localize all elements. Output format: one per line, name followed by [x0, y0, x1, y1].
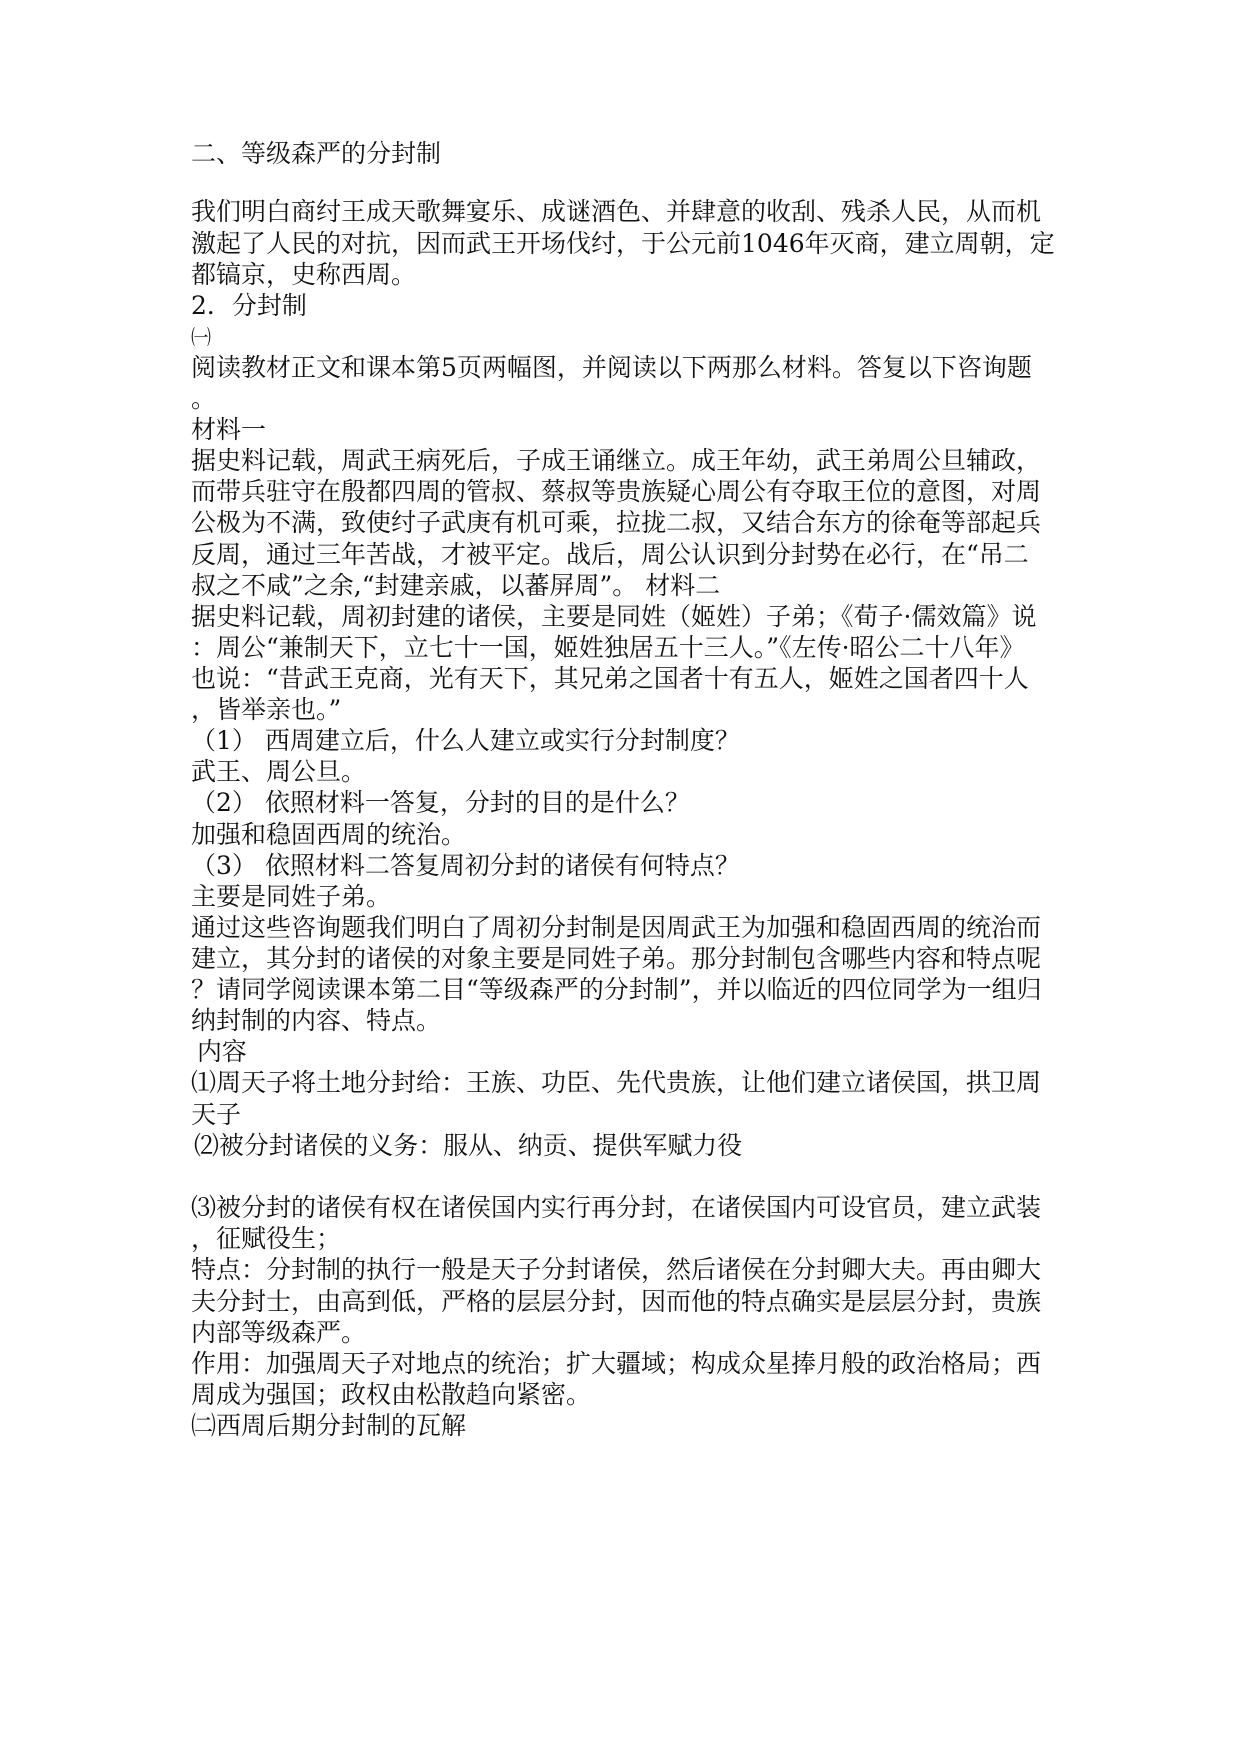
material-one-line: 据史料记载，周武王病死后，子成王诵继立。成王年幼，武王弟周公旦辅政，	[191, 446, 1042, 475]
material-two-line: 也说：“昔武王克商，光有天下，其兄弟之国者十有五人，姬姓之国者四十人	[191, 664, 1029, 693]
content-item-1: ⑴周天子将土地分封给：王族、功臣、先代贵族，让他们建立诸侯国，拱卫周	[191, 1068, 1042, 1097]
content-item-1-continued: 天子	[191, 1100, 242, 1129]
material-one-line: 反周，通过三年苦战，才被平定。战后，周公认识到分封势在必行，在“吊二	[191, 540, 1029, 569]
effects-line: 周成为强国；政权由松散趋向紧密。	[191, 1380, 592, 1409]
reading-instruction-line: 阅读教材正文和课本第5页两幅图，并阅读以下两那么材料。答复以下咨询题	[191, 353, 1032, 382]
subsection-title: 2．分封制	[191, 291, 307, 320]
answer-3: 主要是同姓子弟。	[191, 882, 392, 911]
part-two-title: ㈡西周后期分封制的瓦解	[191, 1411, 467, 1440]
content-label: 内容	[197, 1037, 247, 1066]
features-line: 特点：分封制的执行一般是天子分封诸侯，然后诸侯在分封卿大夫。再由卿大	[191, 1255, 1042, 1284]
summary-line: 建立，其分封的诸侯的对象主要是同姓子弟。那分封制包含哪些内容和特点呢	[191, 944, 1042, 973]
features-line: 内部等级森严。	[191, 1318, 367, 1347]
features-line: 夫分封士，由高到低，严格的层层分封，因而他的特点确实是层层分封，贵族	[191, 1287, 1042, 1316]
material-one-line: 叔之不咸”之余,“封建亲戚，以蕃屏周”。 材料二	[191, 571, 721, 600]
summary-line: ？请同学阅读课本第二目“等级森严的分封制”，并以临近的四位同学为一组归	[191, 975, 1042, 1004]
section-heading: 二、等级森严的分封制	[191, 139, 442, 168]
content-item-3: ⑶被分封的诸侯有权在诸侯国内实行再分封，在诸侯国内可设官员，建立武装	[191, 1193, 1042, 1222]
material-one-line: 公极为不满，致使纣子武庚有机可乘，拉拢二叔，又结合东方的徐奄等部起兵	[191, 508, 1042, 537]
summary-line: 纳封制的内容、特点。	[191, 1006, 442, 1035]
part-one-marker: ㈠	[191, 325, 211, 349]
content-item-2: ⑵被分封诸侯的义务：服从、纳贡、提供军赋力役	[194, 1131, 743, 1160]
answer-1: 武王、周公旦。	[191, 757, 367, 786]
material-one-label: 材料一	[191, 415, 267, 444]
summary-line: 通过这些咨询题我们明白了周初分封制是因周武王为加强和稳固西周的统治而	[191, 913, 1042, 942]
intro-line: 激起了人民的对抗，因而武王开场伐纣，于公元前1046年灭商，建立周朝，定	[191, 229, 1055, 258]
question-3: （3） 依照材料二答复周初分封的诸侯有何特点？	[191, 851, 740, 880]
material-one-line: 而带兵驻守在殷都四周的管叔、蔡叔等贵族疑心周公有夺取王位的意图，对周	[191, 477, 1042, 506]
question-2: （2） 依照材料一答复，分封的目的是什么？	[191, 788, 690, 817]
content-item-3-continued: ，征赋役生；	[191, 1224, 342, 1253]
material-two-line: ：周公“兼制天下，立七十一国，姬姓独居五十三人。”《左传·昭公二十八年》	[191, 633, 1025, 662]
material-two-line: 据史料记载，周初封建的诸侯，主要是同姓（姬姓）子弟；《荀子·儒效篇》说	[191, 602, 1037, 631]
question-1: （1） 西周建立后，什么人建立或实行分封制度？	[191, 726, 740, 755]
intro-line: 都镐京，史称西周。	[191, 260, 417, 289]
material-two-line: ，皆举亲也。”	[191, 695, 342, 724]
answer-2: 加强和稳固西周的统治。	[191, 820, 467, 849]
reading-instruction-line: 。	[191, 384, 217, 413]
intro-line: 我们明白商纣王成天歌舞宴乐、成谜酒色、并肆意的收刮、残杀人民，从而机	[191, 197, 1042, 226]
effects-line: 作用：加强周天子对地点的统治；扩大疆域；构成众星捧月般的政治格局；西	[191, 1349, 1042, 1378]
